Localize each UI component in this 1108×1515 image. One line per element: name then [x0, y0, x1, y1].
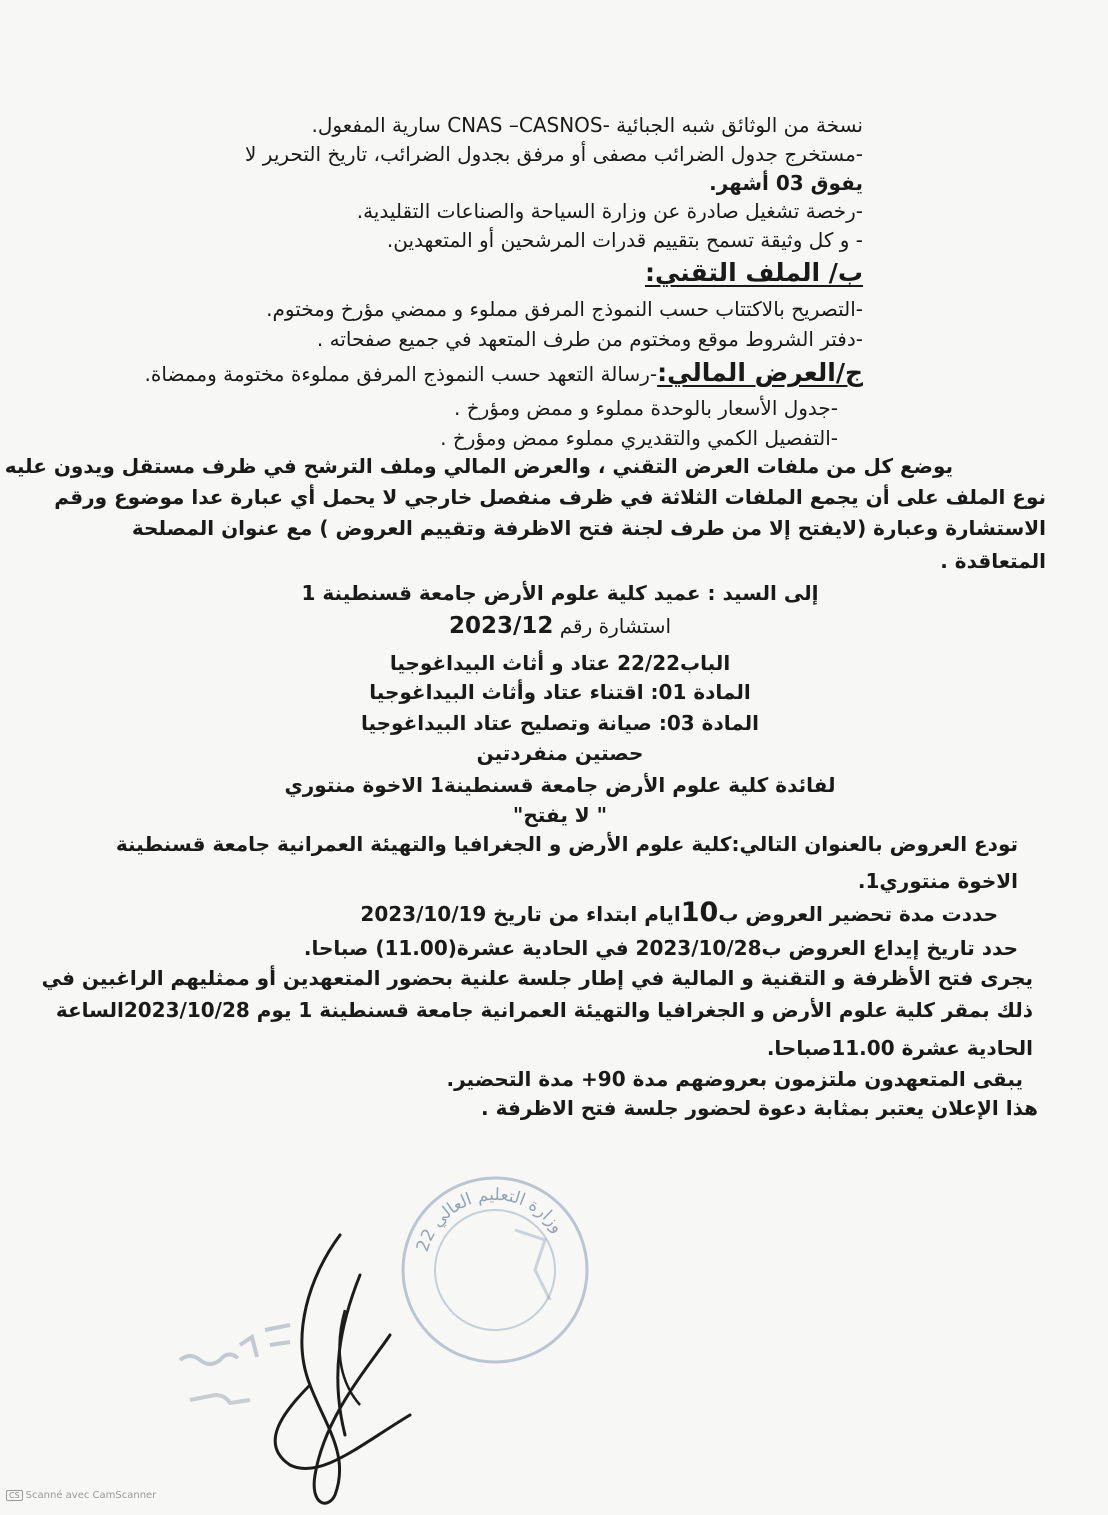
financial-offer-item-price-table: -جدول الأسعار بالوحدة مملوء و ممض ومؤرخ . — [453, 396, 838, 420]
financial-offer-heading: ج/العرض المالي: — [657, 358, 863, 387]
budget-chapter-line: الباب22/22 عتاد و أثاث البيداغوجيا — [389, 651, 731, 675]
requirement-any-document: - و كل وثيقة تسمح بتقييم قدرات المرشحين أو المتعهدين. — [386, 228, 863, 252]
preparation-period-text-a: حددت مدة تحضير العروض ب — [718, 902, 998, 926]
handwritten-signature — [160, 1215, 420, 1515]
requirement-parafiscal-docs: نسخة من الوثائق شبه الجبائية -CNAS –CASNOS سارية المفعول. — [311, 113, 863, 137]
consultation-number-label: استشارة رقم — [559, 614, 672, 638]
financial-offer-item-commitment: -رسالة التعهد حسب النموذج المرفق مملوءة مختومة وممضاة. — [144, 362, 658, 386]
invitation-line: هذا الإعلان يعتبر بمثابة دعوة لحضور جلسة فتح الاظرفة . — [481, 1096, 1038, 1120]
lots-line: حصتين منفردتين — [476, 741, 644, 765]
preparation-period-line — [360, 898, 998, 929]
article-03-line: المادة 03: صيانة وتصليح عتاد البيداغوجيا — [360, 711, 760, 735]
opening-session-line3: الحادية عشرة 11.00صباحا. — [766, 1036, 1033, 1060]
financial-offer-item-quantity-estimate: -التفصيل الكمي والتقديري مملوء ممض ومؤرخ . — [440, 426, 838, 450]
technical-file-heading: ب/ الملف التقني: — [644, 258, 863, 287]
envelope-instructions-line2: نوع الملف على أن يجمع الملفات الثلاثة في ظرف منفصل خارجي لا يحمل أي عبارة عدا موضوع ورقم — [54, 485, 1046, 509]
stamp-text: وزارة التعليم العالي 22 — [412, 1184, 568, 1255]
do-not-open-line: " لا يفتح" — [512, 803, 608, 827]
envelope-instructions-line1: يوضع كل من ملفات العرض التقني ، والعرض المالي وملف الترشح في ظرف مستقل ويدون عليه — [4, 454, 953, 478]
submission-address-line1: تودع العروض بالعنوان التالي:كلية علوم الأرض و الجغرافيا والتهيئة العمرانية جامعة قسنطينة — [115, 832, 1018, 856]
camscanner-logo-icon: CS — [6, 1490, 23, 1501]
submission-deadline-line: حدد تاريخ إيداع العروض ب2023/10/28 في الحادية عشرة(11.00) صباحا. — [303, 936, 1018, 960]
offer-validity-line: يبقى المتعهدون ملتزمون بعروضهم مدة 90+ مدة التحضير. — [446, 1067, 1023, 1091]
technical-file-item-specifications: -دفتر الشروط موقع ومختوم من طرف المتعهد في جميع صفحاته . — [316, 327, 863, 351]
consultation-number-line — [210, 611, 910, 641]
scanner-footer-text: Scanné avec CamScanner — [25, 1490, 157, 1501]
submission-address-line2: الاخوة منتوري1. — [857, 869, 1018, 893]
article-01-line: المادة 01: اقتناء عتاد وأثاث البيداغوجيا — [369, 680, 751, 704]
beneficiary-line: لفائدة كلية علوم الأرض جامعة قسنطينة1 الاخوة منتوري — [284, 773, 836, 797]
consultation-number-value: 2023/12 — [448, 613, 554, 639]
financial-offer-line — [145, 358, 863, 389]
technical-file-item-declaration: -التصريح بالاكتتاب حسب النموذج المرفق مملوء و ممضي مؤرخ ومختوم. — [266, 297, 863, 321]
envelope-instructions-line4: المتعاقدة . — [940, 549, 1046, 573]
envelope-instructions-line3: الاستشارة وعبارة (لايفتح إلا من طرف لجنة فتح الاظرفة وتقييم العروض ) مع عنوان المصلحة — [131, 516, 1046, 540]
scanner-footer — [6, 1490, 156, 1501]
preparation-period-days: 10 — [680, 897, 719, 928]
opening-session-line2: ذلك بمقر كلية علوم الأرض و الجغرافيا والتهيئة العمرانية جامعة قسنطينة 1 يوم 2023/10/28الساعة — [55, 998, 1033, 1022]
preparation-period-text-b: ايام ابتداء من تاريخ 2023/10/19 — [360, 902, 681, 926]
requirement-tax-extract-line1: -مستخرج جدول الضرائب مصفى أو مرفق بجدول الضرائب، تاريخ التحرير لا — [245, 142, 863, 166]
requirement-tax-extract-line2: يفوق 03 أشهر. — [709, 171, 863, 195]
requirement-operating-license: -رخصة تشغيل صادرة عن وزارة السياحة والصناعات التقليدية. — [356, 199, 863, 223]
addressee-line: إلى السيد : عميد كلية علوم الأرض جامعة قسنطينة 1 — [301, 581, 819, 605]
official-stamp-seal — [395, 1170, 595, 1370]
opening-session-line1: يجرى فتح الأظرفة و التقنية و المالية في إطار جلسة علنية بحضور المتعهدين أو ممثليهم الراغبين في — [41, 966, 1033, 990]
